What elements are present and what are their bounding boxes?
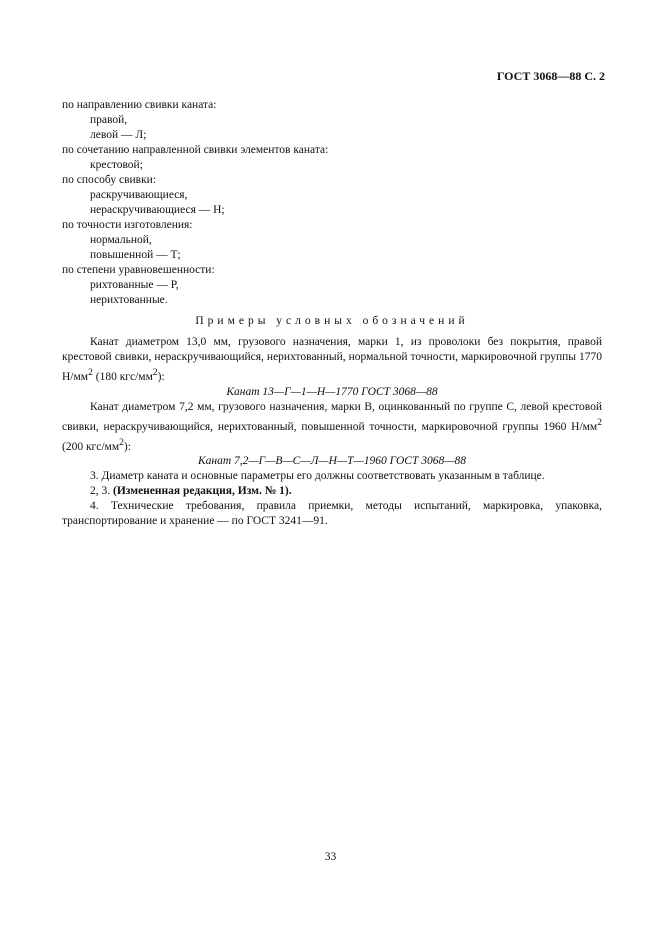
paragraph-3: 3. Диаметр каната и основные параметры его должны соответствовать указанным в таблице. (90, 470, 545, 483)
example-1-text-c: ): (157, 370, 165, 383)
example-1-text-a: Канат диаметром 13,0 мм, грузового назначения, марки 1, из проволоки без покрытия, правой крестовой свивки, нераскручивающийся, нерихтованный, нормальной точности, маркировочной группы 1770 Н/мм (62, 336, 602, 383)
list-item: левой — Л; (90, 129, 147, 141)
superscript: 2 (152, 367, 158, 378)
superscript: 2 (119, 436, 124, 448)
page-number: 33 (324, 851, 337, 863)
list-item: повышенной — Т; (90, 249, 181, 261)
list-item: по направлению свивки каната: (62, 99, 217, 111)
example-1-text (62, 335, 602, 385)
document-body (62, 98, 602, 529)
document-header: ГОСТ 3068—88 С. 2 (496, 69, 605, 83)
list-item: по степени уравновешенности: (62, 264, 215, 276)
example-2-text-c: ): (123, 440, 131, 453)
paragraph-4: 4. Технические требования, правила приемки, методы испытаний, маркировка, упаковка, транспортирование и хранение — по ГОСТ 3241—91. (62, 500, 602, 528)
list-item: по способу свивки: (62, 174, 157, 186)
list-item: нормальной, (90, 234, 152, 246)
example-2-text (62, 400, 602, 455)
list-item: нерихтованные. (90, 294, 168, 306)
list-item: раскручивающиеся, (90, 189, 188, 201)
classification-list (62, 98, 602, 308)
list-item: правой, (90, 114, 128, 126)
example-1-designation: Канат 13—Г—1—Н—1770 ГОСТ 3068—88 (226, 385, 438, 398)
examples-heading: Примеры условных обозначений (195, 315, 469, 327)
superscript: 2 (88, 367, 93, 378)
superscript: 2 (597, 416, 602, 428)
note-prefix: 2, 3. (90, 485, 113, 498)
example-1-text-b: (180 кгс/мм (92, 370, 153, 383)
list-item: нераскручивающиеся — Н; (90, 204, 225, 216)
paragraph-2-3-note (62, 484, 602, 499)
example-2-designation: Канат 7,2—Г—В—С—Л—Н—Т—1960 ГОСТ 3068—88 (198, 455, 466, 468)
list-item: по точности изготовления: (62, 219, 193, 231)
list-item: рихтованные — Р, (90, 279, 179, 291)
example-2-text-a: Канат диаметром 7,2 мм, грузового назначения, марки В, оцинкованный по группе С, левой крестовой свивки, нераскручивающийся, нерихтованный, повышенной точности, маркировочной группы 1960 Н/мм (62, 400, 602, 433)
list-item: по сочетанию направленной свивки элементов каната: (62, 144, 329, 156)
list-item: крестовой; (90, 159, 143, 171)
note-bold: (Измененная редакция, Изм. № 1). (113, 485, 292, 498)
example-2-text-b: (200 кгс/мм (62, 440, 120, 453)
